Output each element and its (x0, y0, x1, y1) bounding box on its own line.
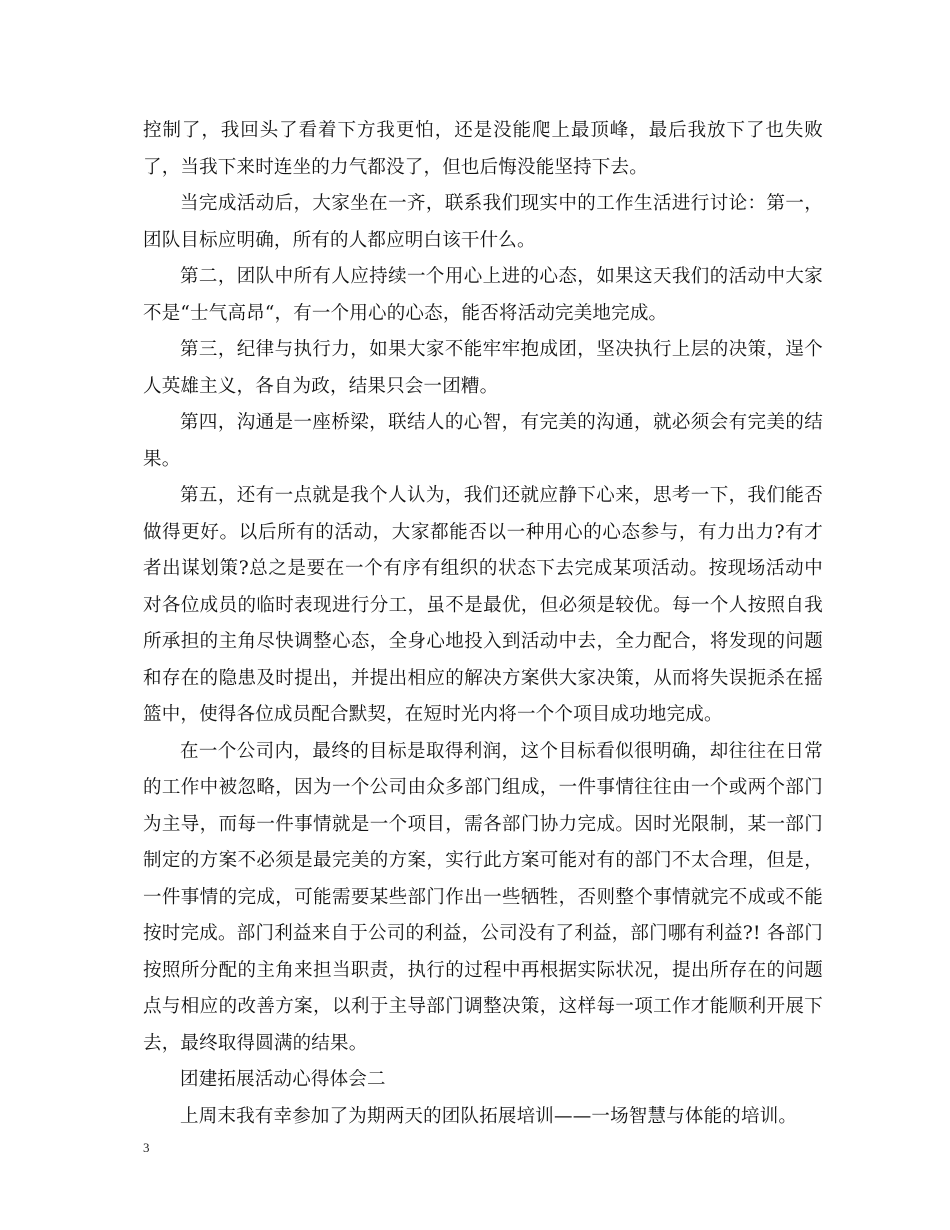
paragraph-point-four: 第四，沟通是一座桥梁，联结人的心智，有完美的沟通，就必须会有完美的结果。 (143, 412, 823, 470)
page-number: 3 (143, 1140, 150, 1155)
paragraph-point-three: 第三，纪律与执行力，如果大家不能牢牢抱成团，坚决执行上层的决策，逞个人英雄主义，各自为政，结果只会一团糟。 (143, 339, 823, 397)
paragraph-company-goal: 在一个公司内，最终的目标是取得利润，这个目标看似很明确，却往往在日常的工作中被忽略，因为一个公司由众多部门组成，一件事情往往由一个或两个部门为主导，而每一件事情就是一个项目，需各部门协力完成。因时光限制，某一部门制定的方案不必须是最完美的方案，实行此方案可能对有的部门不太合理，但是，一件事情的完成，可能需要某些部门作出一些牺牲，否则整个事情就完不成或不能按时完成。部门利益来自于公司的利益，公司没有了利益，部门哪有利益?! 各部门按照所分配的主角来担当职责，执行的过程中再根据实际状况，提出所存在的问题点与相应的改善方案，以利于主导部门调整决策，这样每一项工作才能顺利开展下去，最终取得圆满的结果。 (143, 740, 823, 1054)
paragraph-discussion-intro: 当完成活动后，大家坐在一齐，联系我们现实中的工作生活进行讨论：第一，团队目标应明确，所有的人都应明白该干什么。 (143, 193, 823, 251)
paragraph-point-two: 第二，团队中所有人应持续一个用心上进的心态，如果这天我们的活动中大家不是“士气高昂“，有一个用心的心态，能否将活动完美地完成。 (143, 266, 823, 324)
body-text (143, 113, 823, 1135)
paragraph-point-five: 第五，还有一点就是我个人认为，我们还就应静下心来，思考一下，我们能否做得更好。以后所有的活动，大家都能否以一种用心的心态参与，有力出力?有才者出谋划策?总之是要在一个有序有组织的状态下去完成某项活动。按现场活动中对各位成员的临时表现进行分工，虽不是最优，但必须是较优。每一个人按照自我所承担的主角尽快调整心态，全身心地投入到活动中去，全力配合，将发现的问题和存在的隐患及时提出，并提出相应的解决方案供大家决策，从而将失误扼杀在摇篮中，使得各位成员配合默契，在短时光内将一个个项目成功地完成。 (143, 485, 823, 725)
section-heading: 团建拓展活动心得体会二 (180, 1069, 386, 1090)
paragraph-section-two-intro: 上周末我有幸参加了为期两天的团队拓展培训——一场智慧与体能的培训。 (180, 1105, 798, 1127)
paragraph-continuation: 控制了，我回头了看着下方我更怕，还是没能爬上最顶峰，最后我放下了也失败了，当我下来时连坐的力气都没了，但也后悔没能坚持下去。 (143, 120, 823, 178)
